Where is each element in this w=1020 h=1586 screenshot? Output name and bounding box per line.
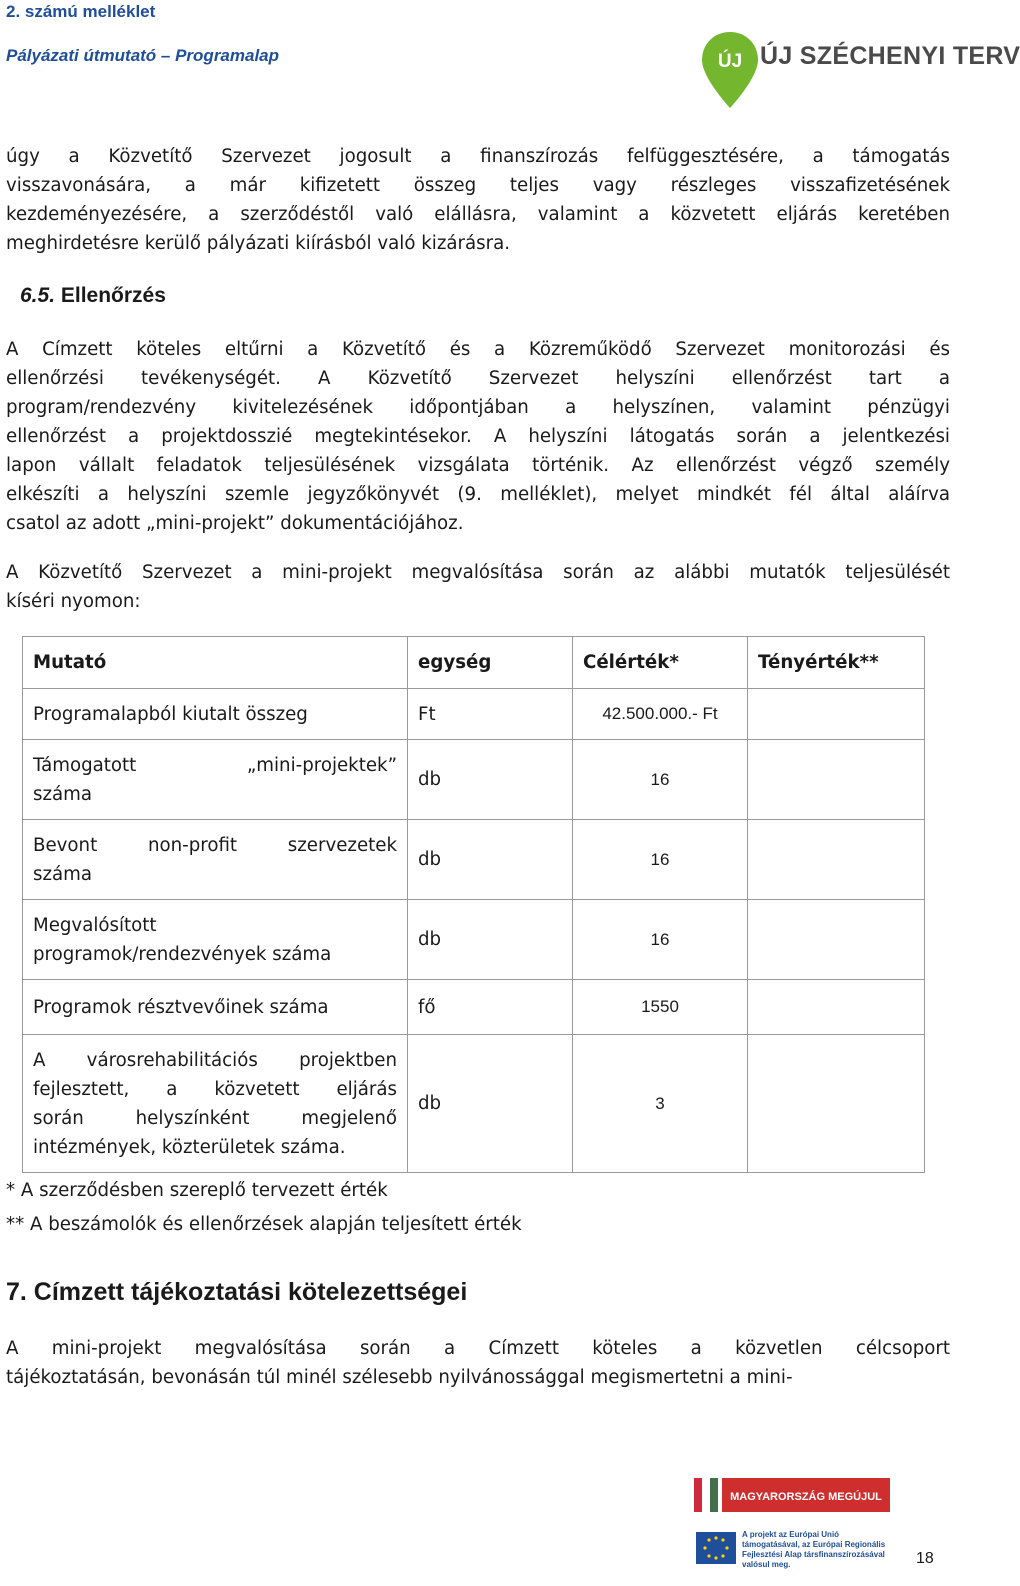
header-target: Célérték* [573,637,748,689]
indicator-name [23,900,408,980]
indicator-unit: db [408,740,573,820]
section-6-5-heading [20,284,166,308]
text-line: lapon vállalt feladatok teljesülésének vizsgálata történik. Az ellenőrzést végző személy [6,455,950,476]
indicator-actual [748,980,925,1035]
table-row [23,689,925,740]
text-line: meghirdetésre kerülő pályázati kiírásból való kizárásra. [6,233,511,254]
indicator-name-line: Támogatott „mini-projektek” [33,754,397,776]
note-target: * A szerződésben szereplő tervezett érték [6,1180,388,1201]
indicator-name [23,1035,408,1173]
table-row [23,900,925,980]
indicator-name [23,689,408,740]
indicator-name-line: Bevont non-profit szervezetek [33,834,397,856]
indicator-name-line: száma [33,863,93,885]
page-number: 18 [916,1550,934,1567]
indicator-name-line: programok/rendezvények száma [33,943,332,965]
guide-title: Pályázati útmutató – Programalap [6,46,280,65]
indicator-name-line: intézmények, közterületek száma. [33,1136,346,1158]
indicator-actual [748,820,925,900]
eu-support-text: A projekt az Európai Unió támogatásával, az Európai Regionális Fejlesztési Alap társfinanszírozásával valósul meg. [742,1530,886,1569]
indicator-name-line: Programalapból kiutalt összeg [33,703,308,725]
banner-text: MAGYARORSZÁG MEGÚJUL [730,1491,882,1503]
table-header-row [23,637,925,689]
indicator-name-line: során helyszínként megjelenő [33,1107,397,1129]
text-line: úgy a Közvetítő Szervezet jogosult a finanszírozás felfüggesztésére, a támogatás [6,146,950,167]
table-row [23,980,925,1035]
text-line: program/rendezvény kivitelezésének időpontjában a helyszínen, valamint pénzügyi [6,397,950,418]
text-line: kezdeményezésére, a szerződéstől való elállásra, valamint a közvetett eljárás keretében [6,204,950,225]
section-7-paragraph [6,1334,950,1392]
control-paragraph [6,335,950,538]
text-line: elkészíti a helyszíni szemle jegyzőkönyvét (9. melléklet), melyet mindkét fél által aláírva [6,484,950,505]
indicator-name-line: Programok résztvevőinek száma [33,996,329,1018]
footer-logo [694,1478,890,1578]
indicator-name-line: fejlesztett, a közvetett eljárás [33,1078,397,1100]
text-line: kíséri nyomon: [6,591,141,612]
indicator-unit: fő [408,980,573,1035]
indicator-actual [748,689,925,740]
text-line: csatol az adott „mini-projekt” dokumentációjához. [6,513,464,534]
header-indicator: Mutató [23,637,408,689]
indicator-unit: Ft [408,689,573,740]
header-actual: Tényérték** [748,637,925,689]
indicator-target: 42.500.000.- Ft [573,689,748,740]
section-7-heading: 7. Címzett tájékoztatási kötelezettségei [6,1278,468,1306]
table-row [23,820,925,900]
indicator-name-line: száma [33,783,93,805]
indicator-target: 16 [573,820,748,900]
indicator-actual [748,900,925,980]
text-line: A Címzett köteles eltűrni a Közvetítő és a Közreműködő Szervezet monitorozási és [6,339,950,360]
indicator-table [22,636,925,1173]
indicator-name-line: A városrehabilitációs projektben [33,1049,397,1071]
header-unit: egység [408,637,573,689]
indicator-name [23,820,408,900]
text-line: A Közvetítő Szervezet a mini-projekt megvalósítása során az alábbi mutatók teljesülését [6,562,950,583]
section-title: Ellenőrzés [60,284,166,307]
indicator-actual [748,1035,925,1173]
indicator-unit: db [408,820,573,900]
text-line: ellenőrzést a projektdosszié megtekintésekor. A helyszíni látogatás során a jelentkezési [6,426,950,447]
indicator-target: 1550 [573,980,748,1035]
text-line: visszavonására, a már kifizetett összeg teljes vagy részleges visszafizetésének [6,175,950,196]
indicator-target: 16 [573,740,748,820]
section-number: 6.5. [20,284,56,307]
note-actual: ** A beszámolók és ellenőrzések alapján teljesített érték [6,1214,522,1235]
indicator-intro-paragraph [6,558,950,616]
table-row [23,740,925,820]
szechenyi-terv-logo [700,30,1020,110]
indicator-name [23,980,408,1035]
text-line: tájékoztatásán, bevonásán túl minél szélesebb nyilvánossággal megismertetni a mini- [6,1367,793,1388]
svg-text:ÚJ: ÚJ [717,51,743,72]
indicator-name-line: Megvalósított [33,914,157,936]
annex-label: 2. számú melléklet [6,2,156,21]
indicator-unit: db [408,1035,573,1173]
indicator-target: 3 [573,1035,748,1173]
table-row [23,1035,925,1173]
logo-text: ÚJ SZÉCHENYI TERV [760,42,1020,70]
text-line: ellenőrzési tevékenységét. A Közvetítő Szervezet helyszíni ellenőrzést tart a [6,368,950,389]
text-line: A mini-projekt megvalósítása során a Címzett köteles a közvetlen célcsoport [6,1338,950,1359]
indicator-unit: db [408,900,573,980]
intro-paragraph [6,142,950,258]
map-pin-icon [700,30,760,110]
indicator-target: 16 [573,900,748,980]
indicator-name [23,740,408,820]
indicator-actual [748,740,925,820]
